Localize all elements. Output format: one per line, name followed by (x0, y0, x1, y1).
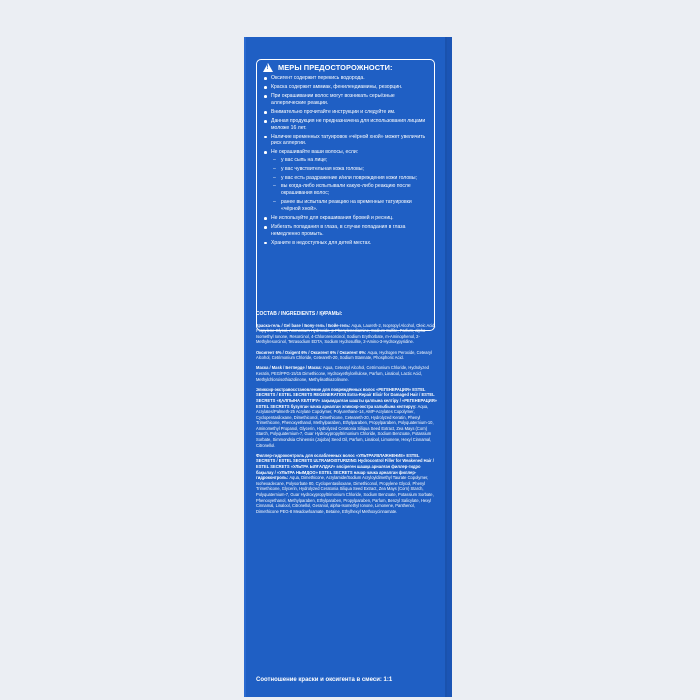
dash-mark: – (273, 183, 276, 190)
precaution-item: Храните в недоступных для детей местах. (263, 240, 428, 247)
ingredients-mask (256, 365, 437, 382)
ingredients-filler (256, 453, 437, 515)
precaution-item: Не используйте для окрашивания бровей и ресниц. (263, 215, 428, 222)
composition-section (256, 312, 437, 519)
condition-text: ранее вы испытали реакцию на временные татуировки «чёрной хной». (281, 199, 412, 212)
ingredients-label: Маска / Mask / Бетперде / Маска: (256, 365, 322, 371)
condition-item (271, 199, 428, 213)
precaution-item: Краска содержит аммиак, фенилендиамины, резорцин. (263, 84, 428, 91)
condition-text: вы когда-либо испытывали какую-либо реакцию после окрашивания волос; (281, 183, 411, 197)
precaution-item-conditions (263, 149, 428, 212)
dash-mark: – (273, 165, 276, 172)
condition-item (271, 183, 428, 197)
dash-mark: – (273, 199, 276, 206)
precaution-item: При окрашивании волос могут возникать серьёзные аллергические реакции. (263, 93, 428, 107)
ingredients-text: Aqua, Hydrogen Peroxide, Cetearyl Alcohol, Cetrimonium Chloride, Ceteareth-20, Sodium Stannate, Phosphoric Acid. (256, 349, 432, 361)
composition-heading: СОСТАВ / INGREDIENTS / ҚҰРАМЫ: (256, 311, 343, 317)
precaution-item: Внимательно прочитайте инструкции и следуйте им. (263, 109, 428, 116)
ingredients-oxigent (256, 350, 437, 361)
ingredients-text: Aqua, Acrylates/Palmeth-25 Acrylate Copolymer, Polyurethane-14, AMP-Acrylates Copolymer, Cyclopentasiloxane, Dimethiconol, Dimethicone, Ceteareth-20, Hydrolyzed Keratin, Phenyl Trimethicone, Phenoxyethanol, Methylparaben, Ethylparaben, Propylparaben, Polyquaternium-10, Aminomethyl Propanol, Glycerin, Hydrolyzed Ceratonia Siliqua Seed Extract, Zea Mays (Corn) Starch, Polyquaternium-7, Guar Hydroxypropyltrimonium Chloride, Sodium Benzoate, Potassium Sorbate, Simmondsia Chinensis (Jojoba) Seed Oil, Parfum, Linalool, Limonene, Hexyl Cinnamal, Citronellol. (256, 403, 434, 448)
precautions-heading (263, 63, 428, 72)
condition-item (271, 157, 428, 164)
condition-item (271, 175, 428, 182)
ingredients-elixir (256, 387, 437, 449)
ingredients-label: Филлер-гидроконтроль для ослабленных волос «УЛЬТРАУВЛАЖНЕНИЕ» ESTEL SECRETS / ESTEL SECRETS ULTRAMOISTURIZING Hydrocontrol Filler for Weakened Hair / ESTEL SECRETS «УЛЬТРА ЫЛҒАЛДАУ» әлсіреген шашқа арналған филлер-гидро бақылау / «УЛЬТРА НЫМДОО» ESTEL SECRETS начар чачка арналган филлер-гидроконтроль: (256, 452, 434, 481)
condition-text: у вас есть раздражение и/или повреждения кожи головы; (281, 174, 417, 181)
precaution-item: Оксигент содержит перекись водорода. (263, 75, 428, 82)
conditions-sublist (271, 157, 428, 213)
precaution-item: Избегать попадания в глаза, в случае попадания в глаза немедленно промыть. (263, 224, 428, 238)
dash-mark: – (273, 157, 276, 164)
precaution-item: Наличие временных татуировок «чёрной хной» может увеличить риск аллергии. (263, 134, 428, 148)
ingredients-label: Оксигент 6% / Oxigent 6% / Оксигент 6% / Оксигент 6%: (256, 349, 367, 355)
precautions-panel (256, 59, 435, 331)
ingredients-label: Краска-гель / Gel base / Бояу-гель / Бойе-гель: (256, 322, 351, 328)
ingredients-gel-base (256, 323, 437, 345)
condition-text: у вас сыпь на лице; (281, 157, 328, 164)
condition-item (271, 166, 428, 173)
warning-triangle-icon (263, 63, 273, 72)
ingredients-text: Aqua, Dimethicone, Acrylamide/Sodium Acryloyldimethyl Taurate Copolymer, Isohexadecane, Polysorbate 80, Cyclopentasiloxane, Dimethiconol, Propylene Glycol, Phenyl Trimethicone, Glycerin, Hydrolyzed Ceratonia Siliqua Seed Extract, Zea Mays (Corn) Starch, Polyquaternium-7, Guar Hydroxypropyltrimonium Chloride, Sodium Benzoate, Potassium Sorbate, Phenoxyethanol, Methylparaben, Ethylparaben, Propylparaben, Parfum, Benzyl Salicylate, Hexyl Cinnamal, Linalool, Citronellol, Geraniol, alpha-Isomethyl Ionone, Limonene, Panthenol, Dimethicone PEG-8 Meadowfoamate, Betaine, Ethylhexyl Methoxycinnamate. (256, 475, 434, 514)
precautions-title: МЕРЫ ПРЕДОСТОРОЖНОСТИ: (278, 63, 393, 72)
ingredients-label: Эликсир-экстравосстановление для повреждённых волос «РЕГЕНЕРАЦИЯ» ESTEL SECRETS / ESTEL SECRETS REGENERATION Extra-Repair Elixir for Damaged Hair / ESTEL SECRETS «ҚАЛПЫНА КЕЛТІРУ» зақымдалған шашты қалпына келтіру / «РЕГЕНЕРАЦИЯ» ESTEL SECRETS бузулган чачка арналган эликсир-экстра калыбына келтирүү: (256, 386, 437, 409)
ingredients-text: Aqua, Laureth-2, Isopropyl Alcohol, Oleic Acid, Propylene Glycol, Ammonium Hydroxide, p-Phenylenediamine, Sodium Sulfite, Parfum, alpha-Isomethyl Ionone, Resorcinol, 4-Chlororesorcinol, Sodium Erythorbate, m-Aminophenol, 2-Methylresorcinol, Tetrasodium EDTA, Sodium Hydrosulfite, 2-Amino-3-Hydroxypyridine. (256, 322, 436, 345)
dash-mark: – (273, 174, 276, 181)
condition-text: у вас чувствительная кожа головы; (281, 165, 364, 172)
mixing-ratio: Соотношение краски и оксигента в смеси: 1:1 (256, 677, 393, 683)
precautions-list (263, 75, 428, 246)
product-box-panel (244, 37, 447, 697)
ingredients-text: Aqua, Cetearyl Alcohol, Cetrimonium Chloride, Hydrolyzed Keratin, PEG/PPG-15/15 Dimethicone, Hydroxyethylcellulose, Parfum, Linalool, Lactic Acid, Methylchloroisothiazolinone, Methylisothiazolinone. (256, 365, 429, 382)
precaution-conditions-label: Не окрашивайте ваши волосы, если: (271, 149, 359, 156)
precaution-item: Данная продукция не предназначена для использования лицами моложе 16 лет. (263, 118, 428, 132)
